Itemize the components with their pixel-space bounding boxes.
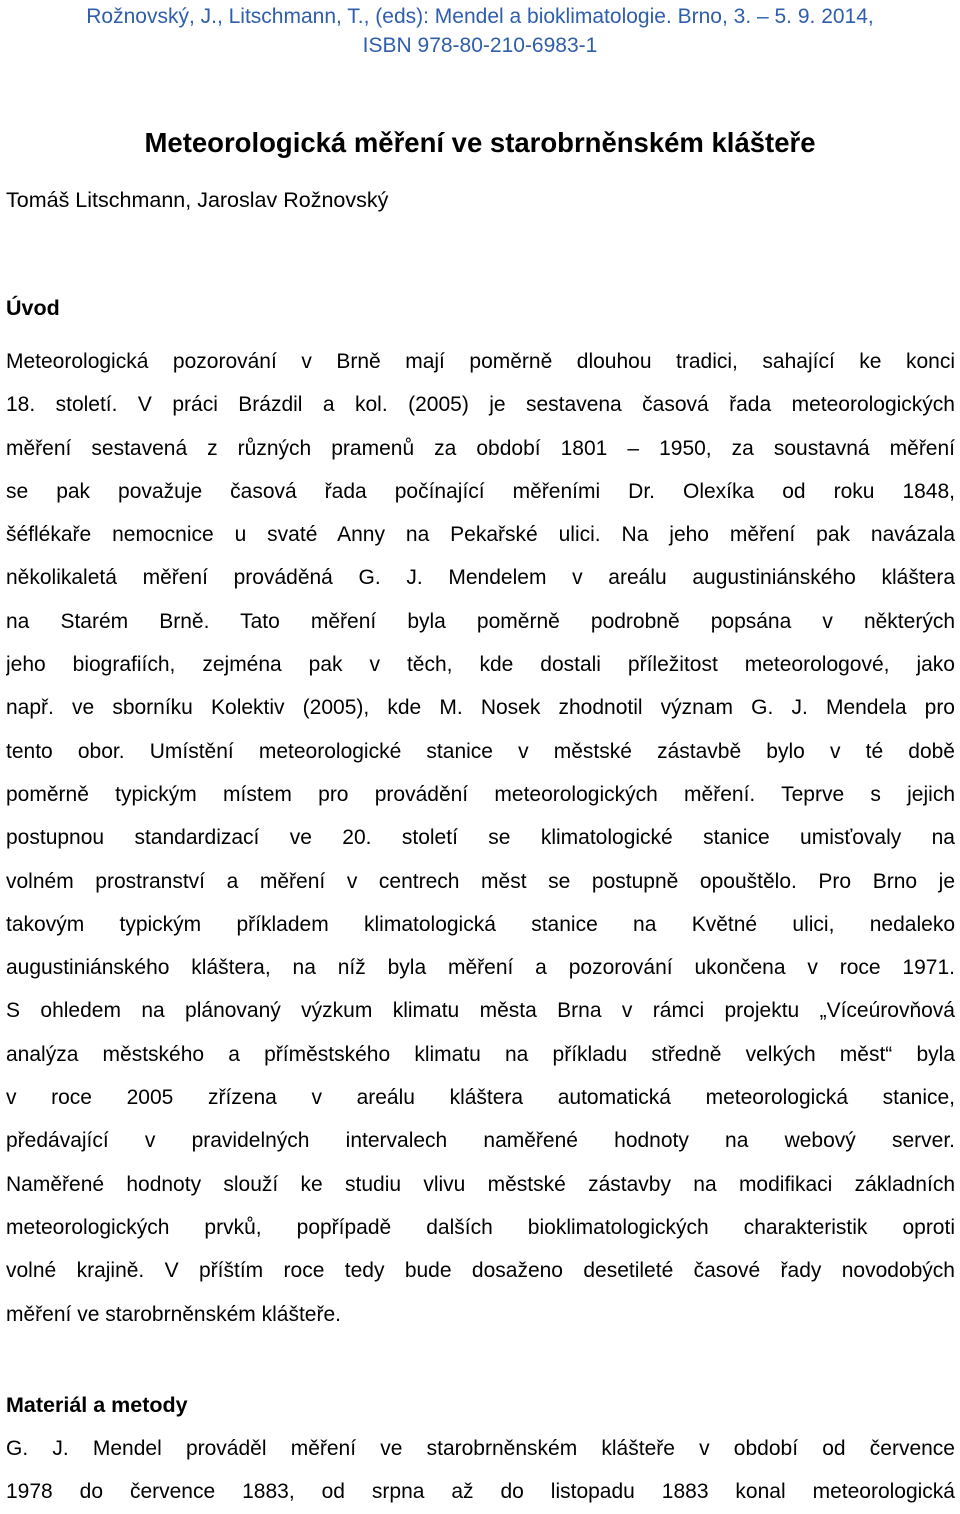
text-line: S ohledem na plánovaný výzkum klimatu města Brna v rámci projektu „Víceúrovňová (6, 999, 955, 1023)
text-line: šéflékaře nemocnice u svaté Anny na Pekařské ulici. Na jeho měření pak navázala (6, 523, 955, 547)
text-line: několikaletá měření prováděná G. J. Mendelem v areálu augustiniánského kláštera (6, 566, 955, 590)
text-line: analýza městského a příměstského klimatu na příkladu středně velkých měst“ byla (6, 1042, 955, 1066)
text-line: měření ve starobrněnském klášteře. (6, 1302, 341, 1326)
section-heading-intro: Úvod (6, 296, 60, 320)
text-line: 1978 do července 1883, od srpna až do listopadu 1883 konal meteorologická (6, 1480, 955, 1504)
text-line: Naměřené hodnoty slouží ke studiu vlivu městské zástavby na modifikaci základních (6, 1172, 955, 1196)
text-line: 18. století. V práci Brázdil a kol. (2005) je sestavena časová řada meteorologických (6, 393, 955, 417)
text-line: tento obor. Umístění meteorologické stanice v městské zástavbě bylo v té době (6, 739, 955, 763)
methods-paragraph (6, 1427, 955, 1514)
text-line: poměrně typickým místem pro provádění meteorologických měření. Teprve s jejich (6, 782, 955, 806)
text-line: takovým typickým příkladem klimatologická stanice na Květné ulici, nedaleko (6, 912, 955, 936)
text-line: Meteorologická pozorování v Brně mají poměrně dlouhou tradici, sahající ke konci (6, 350, 955, 373)
text-line: např. ve sborníku Kolektiv (2005), kde M. Nosek zhodnotil význam G. J. Mendela pro (6, 696, 955, 720)
intro-paragraph (6, 340, 955, 1336)
text-line: v roce 2005 zřízena v areálu kláštera automatická meteorologická stanice, (6, 1086, 955, 1110)
article-title: Meteorologická měření ve starobrněnském klášteře (144, 127, 816, 158)
text-line: augustiniánského kláštera, na níž byla měření a pozorování ukončena v roce 1971. (6, 956, 955, 980)
text-line: postupnou standardizací ve 20. století se klimatologické stanice umisťovaly na (6, 826, 955, 850)
section-heading-methods: Materiál a metody (6, 1393, 188, 1417)
text-line: na Starém Brně. Tato měření byla poměrně podrobně popsána v některých (6, 609, 955, 633)
header-isbn-line: ISBN 978-80-210-6983-1 (362, 34, 598, 57)
header-citation-line: Rožnovský, J., Litschmann, T., (eds): Mendel a bioklimatologie. Brno, 3. – 5. 9. 2014, (86, 5, 874, 28)
text-line: předávající v pravidelných intervalech naměřené hodnoty na webový server. (6, 1129, 955, 1153)
text-line: měření sestavená z různých pramenů za období 1801 – 1950, za soustavná měření (6, 436, 955, 460)
text-line: se pak považuje časová řada počínající měřeními Dr. Olexíka od roku 1848, (6, 479, 955, 503)
text-line: volném prostranství a měření v centrech měst se postupně opouštělo. Pro Brno je (6, 869, 955, 893)
text-line: volné krajině. V příštím roce tedy bude dosaženo desetileté časové řady novodobých (6, 1259, 955, 1283)
article-authors: Tomáš Litschmann, Jaroslav Rožnovský (6, 188, 389, 212)
text-line: meteorologických prvků, popřípadě dalších bioklimatologických charakteristik oproti (6, 1215, 955, 1239)
text-line: jeho biografiích, zejména pak v těch, kde dostali příležitost meteorologové, jako (6, 653, 955, 677)
publication-header (0, 2, 960, 60)
text-line: G. J. Mendel prováděl měření ve starobrněnském klášteře v období od července (6, 1437, 955, 1460)
